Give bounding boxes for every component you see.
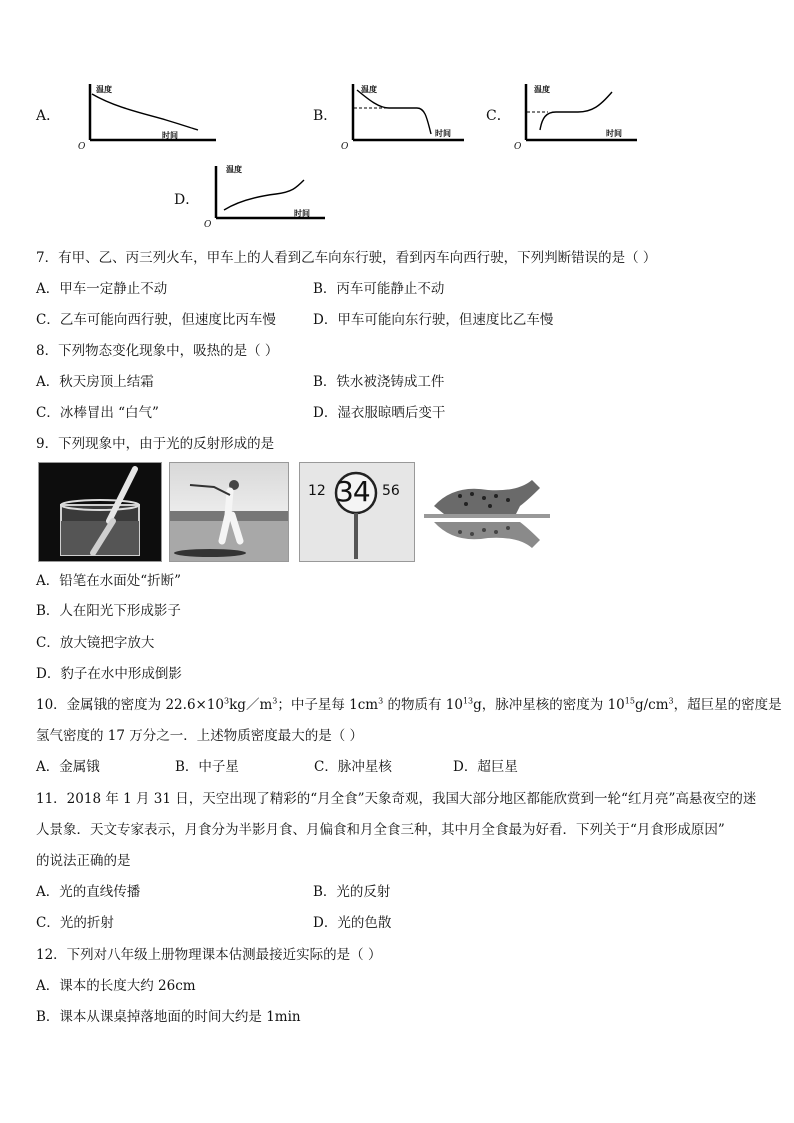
question-9-option-d: D．豹子在水中形成倒影: [36, 666, 182, 682]
question-8-stem: 8．下列物态变化现象中，吸热的是（ ）: [36, 343, 279, 359]
q10-text-a: 10．金属锇的密度为 22.6×10: [36, 697, 225, 713]
question-7-option-a: A．甲车一定静止不动: [36, 281, 168, 297]
question-11-option-a: A．光的直线传播: [36, 884, 141, 900]
question-11-line-1: 11．2018 年 1 月 31 日，天空出现了精彩的“月全食”天象奇观，我国大部分地区都能欣赏到一轮“红月亮”高悬夜空的迷: [36, 791, 757, 807]
temperature-time-graph: [512, 78, 642, 156]
question-8-option-a: A．秋天房顶上结霜: [36, 374, 154, 390]
q10-sup-3: 3: [378, 696, 384, 706]
question-9-option-c: C．放大镜把字放大: [36, 635, 155, 651]
origin-label: O: [341, 142, 349, 152]
q10-sup-2: 3: [272, 696, 278, 706]
question-10-line-1: [36, 695, 782, 715]
question-11-line-2: 人景象．天文专家表示，月食分为半影月食、月偏食和月全食三种，其中月全食最为好看．下列关于“月食形成原因”: [36, 822, 725, 838]
q10-sup-4: 13: [462, 696, 474, 706]
q10-text-e: g，脉冲星核的密度为 10: [473, 697, 625, 713]
q10-text-b: kg／m: [229, 697, 273, 713]
question-10-option-c: C．脉冲星核: [314, 759, 392, 775]
pencil-in-water-photo: [38, 462, 162, 562]
question-12-option-b: B．课本从课桌掉落地面的时间大约是 1min: [36, 1009, 301, 1025]
curve: [92, 94, 198, 130]
question-8-option-b: B．铁水被浇铸成工件: [313, 374, 445, 390]
leopard-reflection-photo: [424, 462, 550, 560]
magnifier-small-digits-right: 56: [382, 483, 400, 499]
question-8-option-d: D．湿衣服晾晒后变干: [313, 405, 446, 421]
option-letter: B．: [313, 108, 338, 124]
golfer-illustration: [170, 463, 288, 561]
y-axis-label: 温度: [226, 165, 242, 174]
q10-text-f: g/cm: [634, 697, 669, 713]
q10-sup-6: 3: [668, 696, 674, 706]
magnifier-photo: [299, 462, 415, 562]
origin-label: O: [204, 220, 212, 230]
question-8-option-c: C．冰棒冒出 “白气”: [36, 405, 159, 421]
question-10-line-2: 氢气密度的 17 万分之一．上述物质密度最大的是（ ）: [36, 728, 364, 744]
temperature-time-graph: [200, 160, 330, 232]
y-axis-label: 温度: [534, 85, 550, 94]
option-letter: D．: [174, 192, 200, 208]
question-9-option-a: A．铅笔在水面处“折断”: [36, 573, 182, 589]
question-11-line-3: 的说法正确的是: [36, 853, 131, 869]
option-letter: C．: [486, 108, 511, 124]
graph-option-d: [174, 160, 334, 232]
question-11-option-b: B．光的反射: [313, 884, 391, 900]
question-9-stem: 9．下列现象中，由于光的反射形成的是: [36, 436, 275, 452]
graph-option-c: [486, 78, 646, 156]
question-11-option-c: C．光的折射: [36, 915, 114, 931]
y-axis-label: 温度: [96, 85, 112, 94]
question-7-option-b: B．丙车可能静止不动: [313, 281, 445, 297]
graph-option-b: [313, 78, 473, 156]
golfer-shadow-photo: [169, 462, 289, 562]
question-10-option-a: A．金属锇: [36, 759, 100, 775]
q10-sup-5: 15: [624, 696, 635, 706]
x-axis-label: 时间: [606, 129, 622, 138]
x-axis-label: 时间: [162, 131, 178, 140]
question-10-option-d: D．超巨星: [453, 759, 518, 775]
graph-option-a: [36, 78, 216, 156]
x-axis-label: 时间: [435, 129, 451, 138]
q10-sup-1: 3: [224, 696, 230, 706]
q10-text-g: ，超巨星的密度是: [673, 697, 782, 713]
origin-label: O: [78, 142, 86, 152]
question-7-option-d: D．甲车可能向东行驶，但速度比乙车慢: [313, 312, 554, 328]
y-axis-label: 温度: [361, 85, 377, 94]
q10-text-c: ；中子星每 1cm: [277, 697, 379, 713]
curve: [224, 180, 304, 210]
magnifier-large-digits: 34: [336, 475, 370, 508]
question-11-option-d: D．光的色散: [313, 915, 392, 931]
q10-text-d: 的物质有 10: [383, 697, 463, 713]
question-9-option-b: B．人在阳光下形成影子: [36, 603, 181, 619]
pencil-in-water-illustration: [39, 463, 161, 561]
question-10-option-b: B．中子星: [175, 759, 239, 775]
question-7-stem: 7．有甲、乙、丙三列火车，甲车上的人看到乙车向东行驶，看到丙车向西行驶，下列判断错误的是（ ）: [36, 250, 657, 266]
option-letter: A．: [36, 108, 61, 124]
x-axis-label: 时间: [294, 209, 310, 218]
leopard-reflection-illustration: [424, 462, 550, 560]
temperature-time-graph: [339, 78, 469, 156]
magnifier-small-digits-left: 12: [308, 483, 326, 499]
curve: [540, 92, 612, 130]
question-12-option-a: A．课本的长度大约 26cm: [36, 978, 196, 994]
question-12-stem: 12．下列对八年级上册物理课本估测最接近实际的是（ ）: [36, 947, 382, 963]
curve: [357, 90, 431, 134]
question-7-option-c: C．乙车可能向西行驶，但速度比丙车慢: [36, 312, 276, 328]
origin-label: O: [514, 142, 522, 152]
